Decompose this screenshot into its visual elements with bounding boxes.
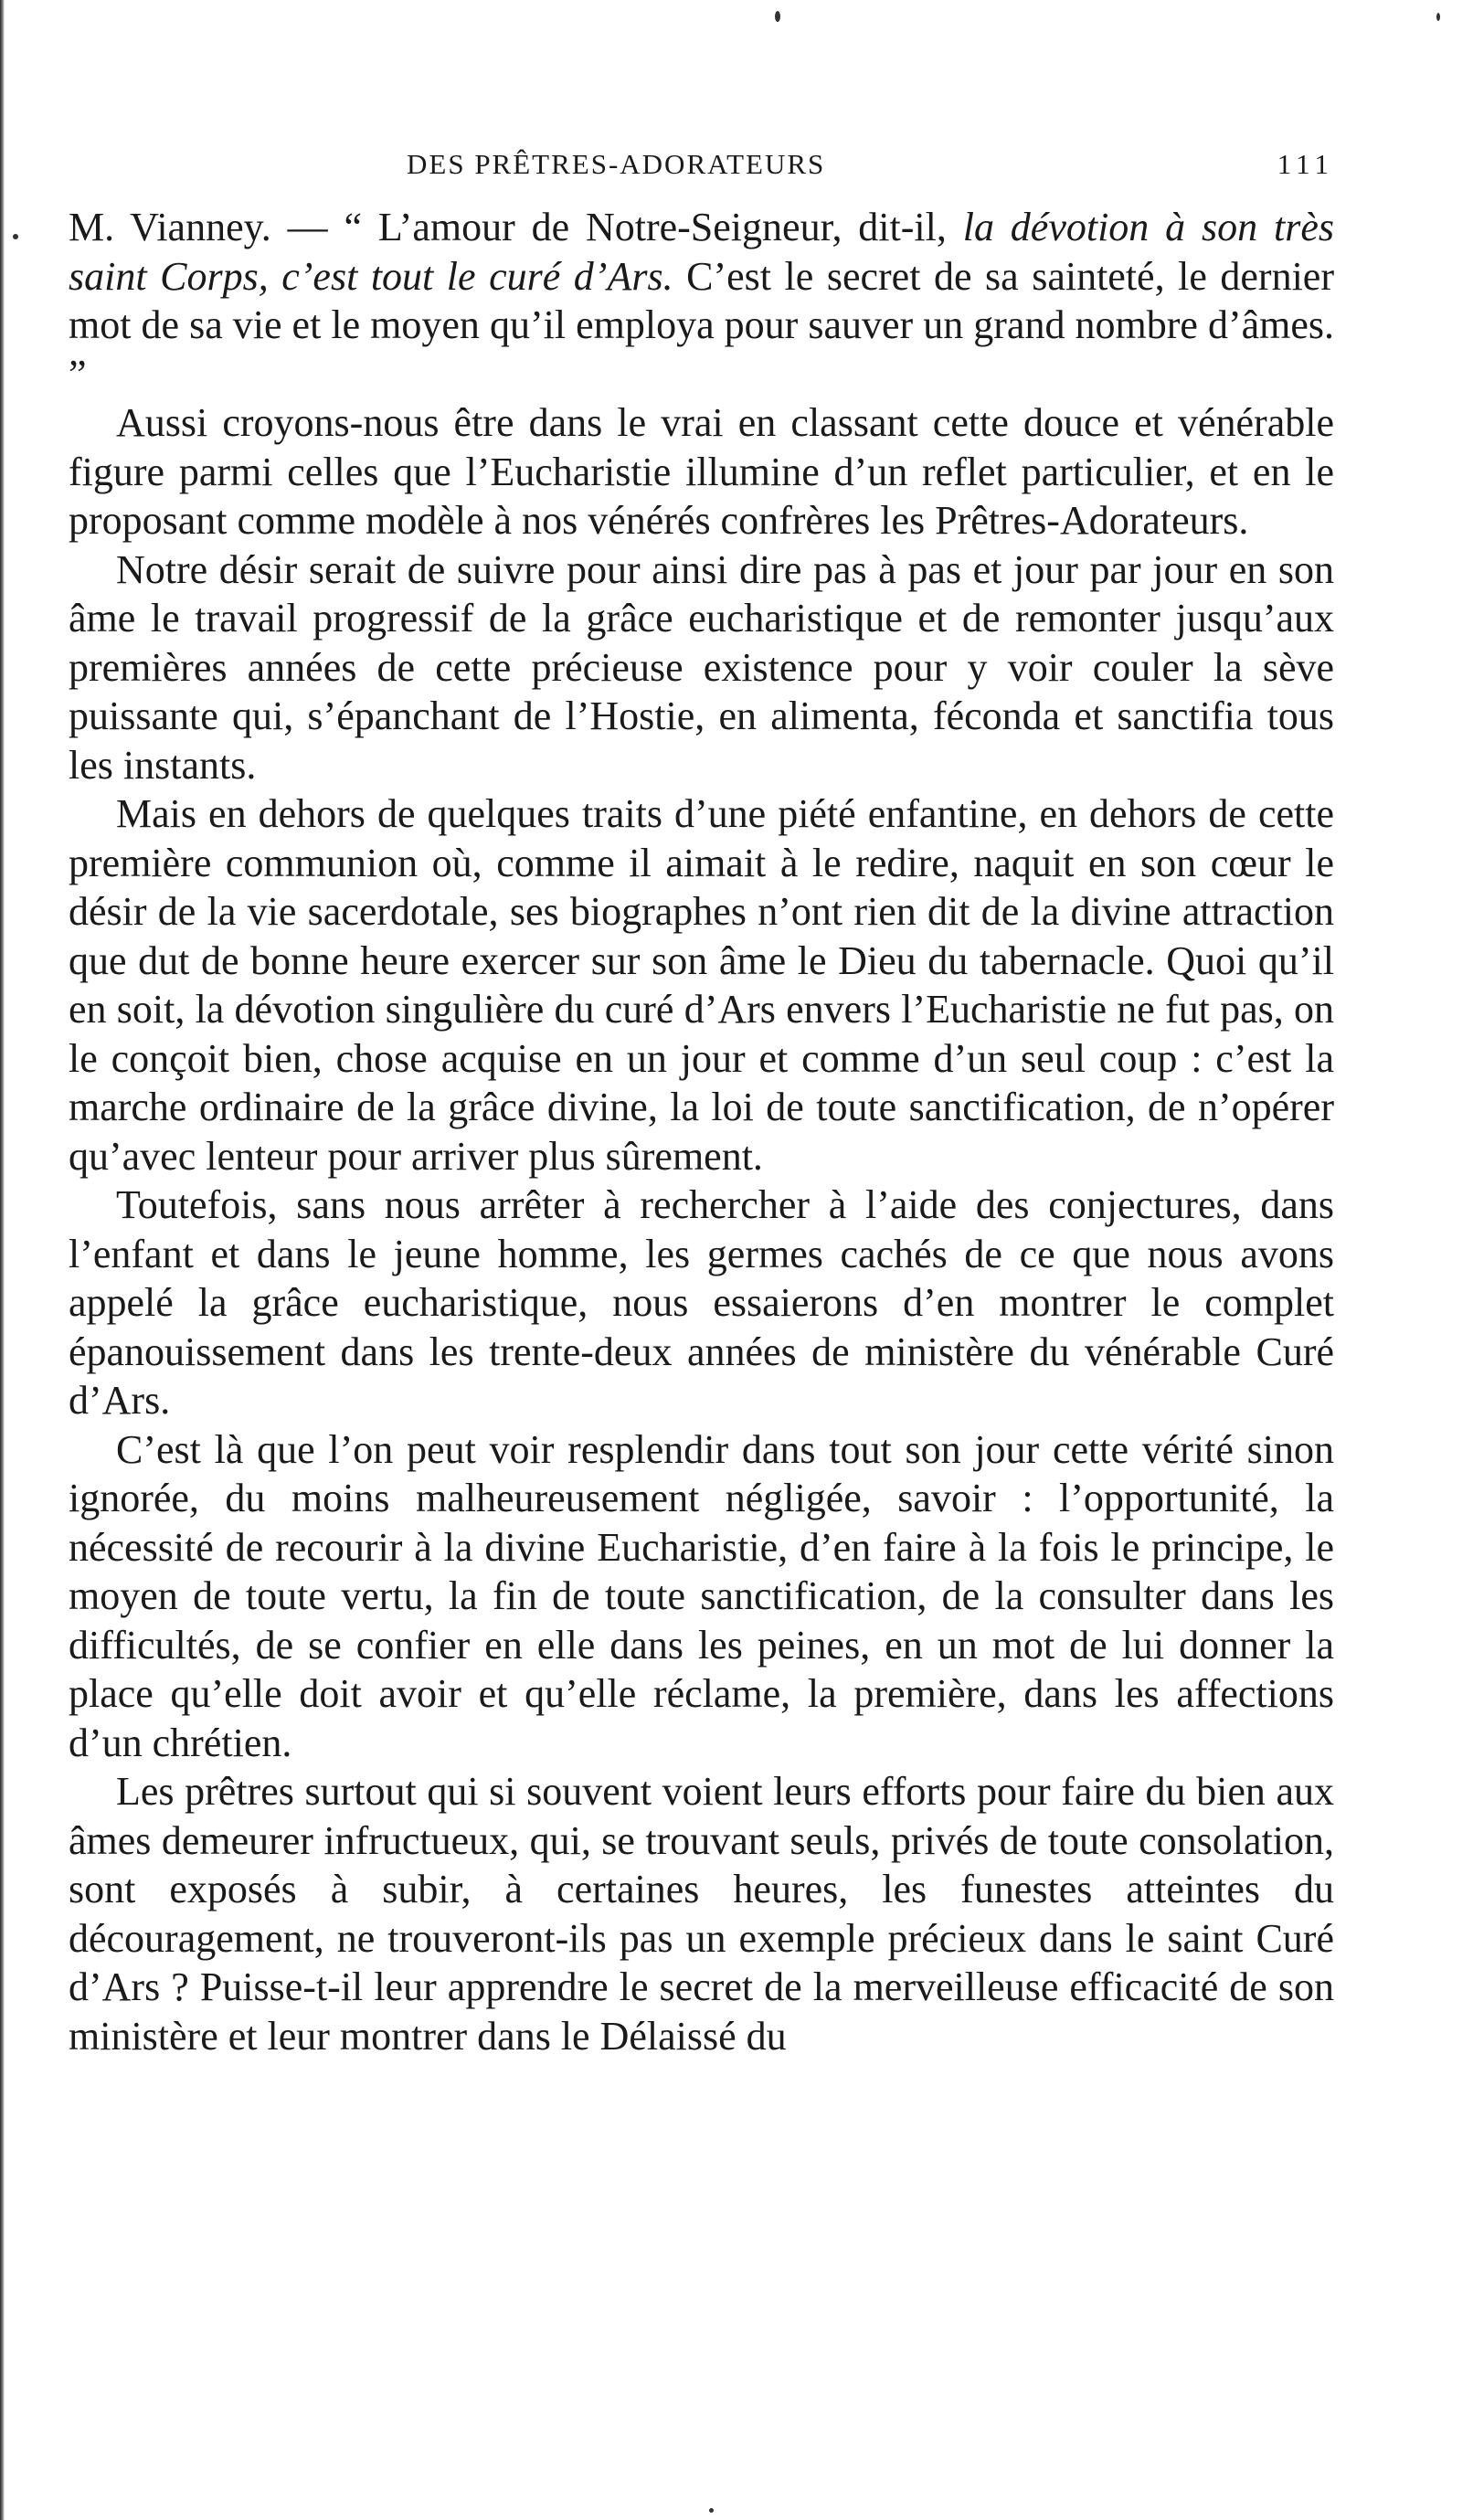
paragraph-6: C’est là que l’on peut voir resplendir dans tout son jour cette vérité sinon ignorée, du moins malheureusement négligée, savoir : l’opportunité, la nécessité de recourir à la divine Eucharistie, d’en faire à la fois le principe, le moyen de toute vertu, la fin de toute sanctification, de la consulter dans les difficultés, de se confier en elle dans les peines, en un mot de lui donner la place qu’elle doit avoir et qu’elle réclame, la première, dans les affections d’un chrétien. <box>69 1426 1334 1765</box>
paragraph-5: Toutefois, sans nous arrêter à rechercher à l’aide des conjectures, dans l’enfant et dans le jeune homme, les germes cachés de ce que nous avons appelé la grâce eucharistique, nous essaierons d’en montrer le complet épanouissement dans les trente-deux années de ministère du vénérable Curé d’Ars. <box>69 1182 1334 1423</box>
body-text <box>69 203 1334 2060</box>
paragraph-1-tail: C’est le secret de sa sainteté, le dernier mot de sa vie et le moyen qu’il employa pour sauver un grand nombre d’âmes. ” <box>69 253 1334 397</box>
paragraph-3: Notre désir serait de suivre pour ainsi dire pas à pas et jour par jour en son âme le travail progressif de la grâce eucharistique et de remonter jusqu’aux premières années de cette précieuse existence pour y voir couler la sève puissante qui, s’épanchant de l’Hostie, en alimenta, féconda et sanctifia tous les instants. <box>69 546 1334 788</box>
paragraph-1-italic-quote: la dévotion à son très saint Corps, c’est tout le curé d’Ars. <box>69 205 1334 299</box>
scan-speck <box>1436 13 1440 21</box>
scan-speck <box>13 234 18 239</box>
page-number: 111 <box>1277 148 1334 180</box>
running-header <box>69 146 1334 183</box>
paragraph-1 <box>69 203 1334 398</box>
paragraph-4: Mais en dehors de quelques traits d’une piété enfantine, en dehors de cette première communion où, comme il aimait à le redire, naquit en son cœur le désir de la vie sacerdotale, ses biographes n’ont rien dit de la divine attraction que dut de bonne heure exercer sur son âme le Dieu du tabernacle. Quoi qu’il en soit, la dévotion singulière du curé d’Ars envers l’Eucharistie ne fut pas, on le conçoit bien, chose acquise en un jour et comme d’un seul coup : c’est la marche ordinaire de la grâce divine, la loi de toute sanctification, de n’opérer qu’avec lenteur pour arriver plus sûrement. <box>69 791 1334 1179</box>
page-binding-edge <box>0 0 5 2520</box>
paragraph-7: Les prêtres surtout qui si souvent voient leurs efforts pour faire du bien aux âmes demeurer infructueux, qui, se trouvant seuls, privés de toute consolation, sont exposés à subir, à certaines heures, les funestes atteintes du découragement, ne trouveront-ils pas un exemple précieux dans le saint Curé d’Ars ? Puisse-t-il leur apprendre le secret de la merveilleuse efficacité de son ministère et leur montrer dans le Délaissé du <box>69 1769 1334 2059</box>
paragraph-2: Aussi croyons-nous être dans le vrai en classant cette douce et vénérable figure parmi celles que l’Eucharistie illumine d’un reflet particulier, et en le proposant comme modèle à nos vénérés confrères les Prêtres-Adorateurs. <box>69 400 1334 543</box>
scan-speck <box>709 2508 714 2513</box>
running-title: DES PRÊTRES-ADORATEURS <box>407 148 826 180</box>
scan-speck <box>775 11 780 22</box>
paragraph-1-lead: M. Vianney. — “ L’amour de Notre-Seigneur, dit-il, <box>69 205 963 249</box>
